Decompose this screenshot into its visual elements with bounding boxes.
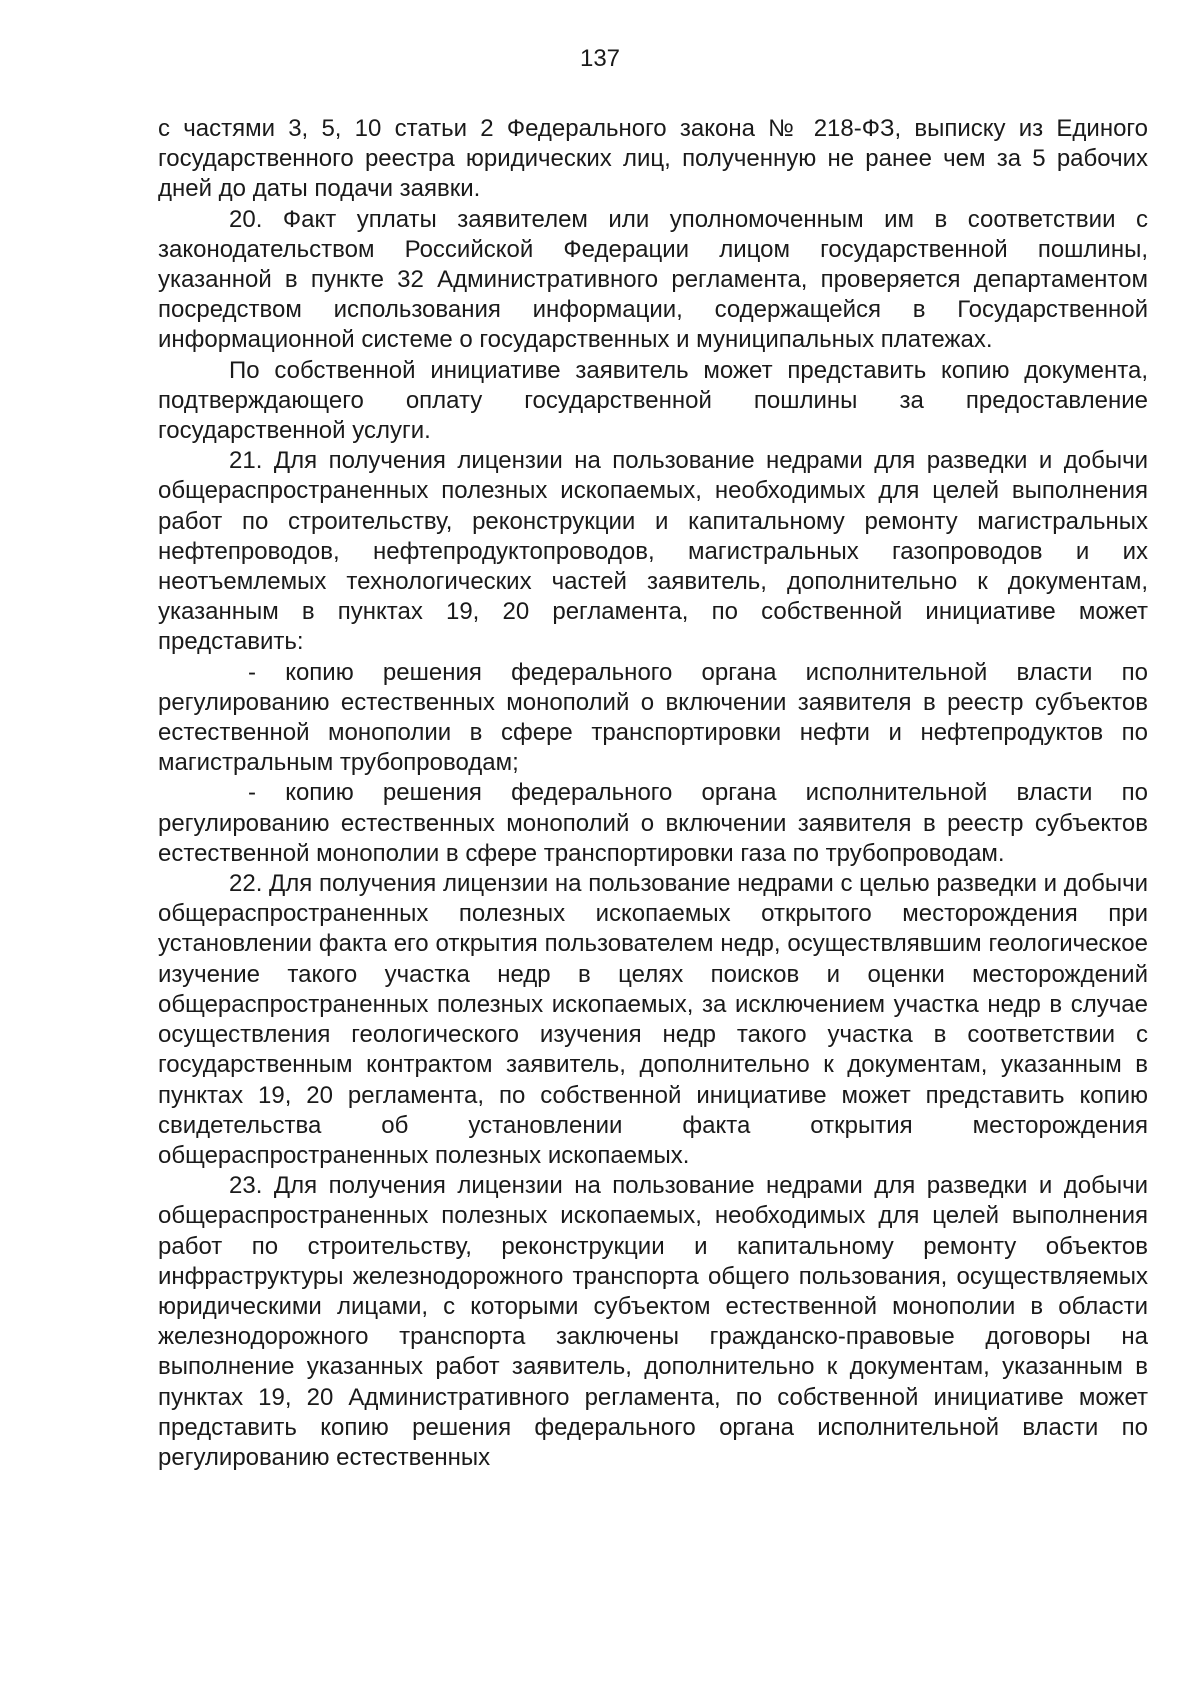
- list-item-oil-transport-monopoly: - копию решения федерального органа исполнительной власти по регулированию естественных монополий о включении заявителя в реестр субъектов естественной монополии в сфере транспортировки нефти и нефтепродуктов по магистральным трубопроводам;: [158, 658, 1148, 777]
- paragraph-item-23-railway-infrastructure: 23. Для получения лицензии на пользование недрами для разведки и добычи общераспространенных полезных ископаемых, необходимых для целей выполнения работ по строительству, реконструкции и капитальному ремонту объектов инфраструктуры железнодорожного транспорта общего пользования, осуществляемых юридическими лицами, с которыми субъектом естественной монополии в области железнодорожного транспорта заключены гражданско-правовые договоры на выполнение указанных работ заявитель, дополнительно к документам, указанным в пунктах 19, 20 Административного регламента, по собственной инициативе может представить копию решения федерального органа исполнительной власти по регулированию естественных: [158, 1172, 1148, 1471]
- paragraph-item-21-pipelines: 21. Для получения лицензии на пользование недрами для разведки и добычи общераспространенных полезных ископаемых, необходимых для целей выполнения работ по строительству, реконструкции и капитальному ремонту магистральных нефтепроводов, нефтепродуктопроводов, магистральных газопроводов и их неотъемлемых технологических частей заявитель, дополнительно к документам, указанным в пунктах 19, 20 регламента, по собственной инициативе может представить:: [158, 447, 1148, 656]
- paragraph-duty-payment-copy: По собственной инициативе заявитель может представить копию документа, подтверждающего оплату государственной пошлины за предоставление государственной услуги.: [158, 356, 1148, 445]
- page-number: 137: [579, 45, 621, 72]
- document-body: [158, 114, 1148, 1473]
- paragraph-document-continuation: с частями 3, 5, 10 статьи 2 Федерального закона № 218-ФЗ, выписку из Единого государственного реестра юридических лиц, полученную не ранее чем за 5 рабочих дней до даты подачи заявки.: [158, 115, 1148, 203]
- paragraph-item-20-state-duty: 20. Факт уплаты заявителем или уполномоченным им в соответствии с законодательством Российской Федерации лицом государственной пошлины, указанной в пункте 32 Административного регламента, проверяется департаментом посредством использования информации, содержащейся в Государственной информационной системе о государственных и муниципальных платежах.: [158, 205, 1148, 354]
- list-item-gas-transport-monopoly: - копию решения федерального органа исполнительной власти по регулированию естественных монополий о включении заявителя в реестр субъектов естественной монополии в сфере транспортировки газа по трубопроводам.: [158, 779, 1148, 867]
- paragraph-item-22-deposit-discovery: 22. Для получения лицензии на пользование недрами с целью разведки и добычи общераспространенных полезных ископаемых открытого месторождения при установлении факта его открытия пользователем недр, осуществлявшим геологическое изучение такого участка недр в целях поисков и оценки месторождений общераспространенных полезных ископаемых, за исключением участка недр в случае осуществления геологического изучения недр такого участка в соответствии с государственным контрактом заявитель, дополнительно к документам, указанным в пунктах 19, 20 регламента, по собственной инициативе может представить копию свидетельства об установлении факта открытия месторождения общераспространенных полезных ископаемых.: [158, 870, 1148, 1169]
